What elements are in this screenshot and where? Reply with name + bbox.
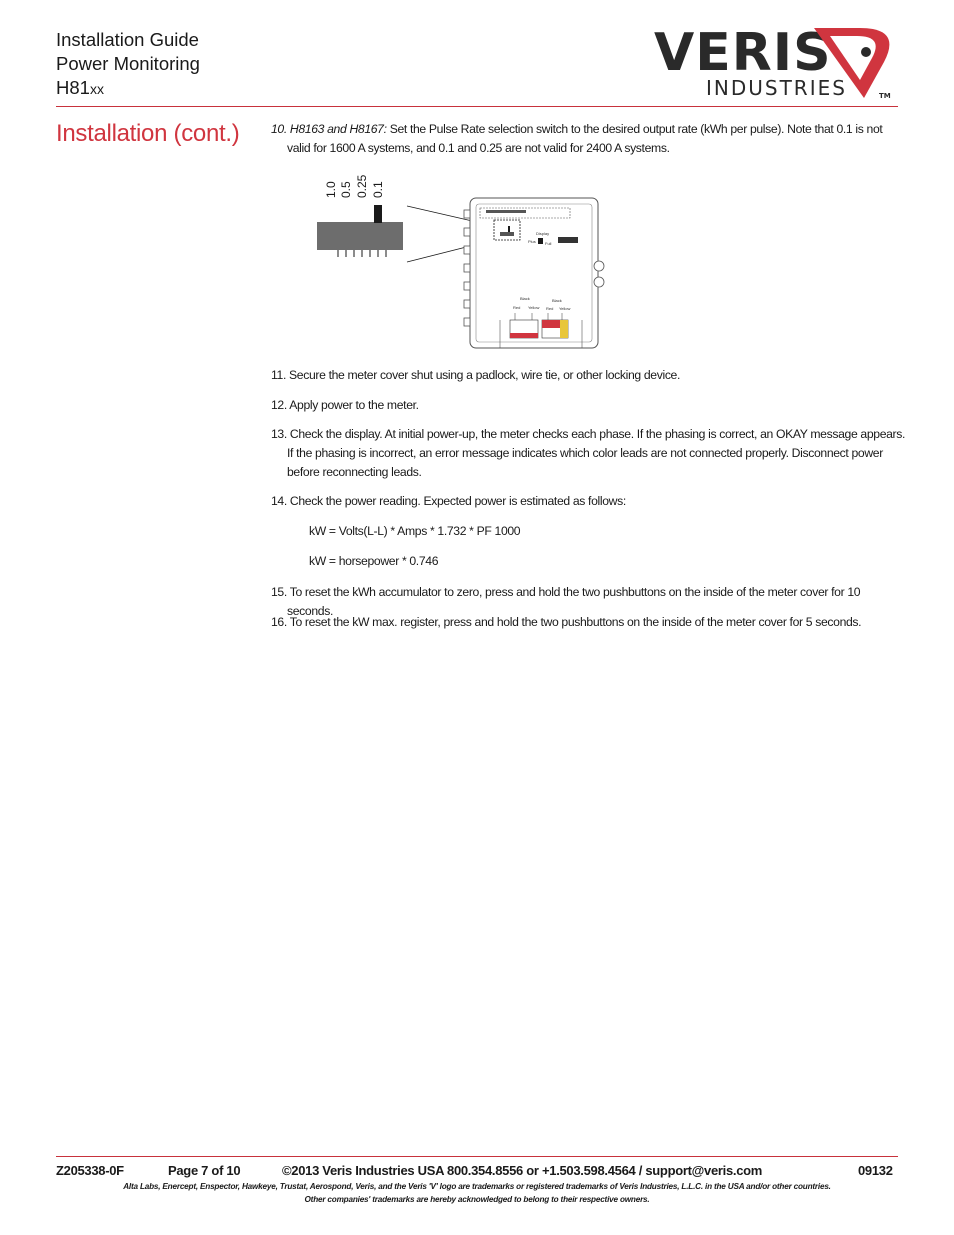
step-11: 11. Secure the meter cover shut using a padlock, wire tie, or other locking device. xyxy=(271,368,681,382)
section-title: Installation (cont.) xyxy=(56,120,240,147)
step-10-lead: 10. H8163 and H8167: xyxy=(271,122,387,136)
footer-trademark-1: Alta Labs, Enercept, Enspector, Hawkeye, Trustat, Aerospond, Veris, and the Veris 'V' logo are trademarks or registered trademarks of Veris Industries, L.L.C. in the USA and/or other countries. xyxy=(123,1182,831,1191)
yellow-label-left: Yellow xyxy=(528,305,540,310)
header-guide-title: Installation Guide xyxy=(56,29,199,50)
switch-label-0-1: 0.1 xyxy=(371,181,385,198)
switch-pins xyxy=(338,250,386,257)
footer-trademark-2: Other companies' trademarks are hereby acknowledged to belong to their respective owners. xyxy=(304,1195,650,1204)
red-label-right: Red xyxy=(546,306,554,311)
footer-page-number: Page 7 of 10 xyxy=(168,1163,241,1178)
switch-lever xyxy=(374,205,382,223)
logo-subtext: INDUSTRIES xyxy=(706,76,847,100)
logo-wordmark: VERIS xyxy=(654,23,832,83)
plus-label: Plus xyxy=(528,239,536,244)
step-16: 16. To reset the kW max. register, press and hold the two pushbuttons on the inside of the meter cover for 5 seconds. xyxy=(271,615,862,629)
header-product-line: Power Monitoring xyxy=(56,53,200,74)
red-label-left: Red xyxy=(513,305,521,310)
footer-rule xyxy=(56,1156,898,1157)
model-main: H81 xyxy=(56,77,90,98)
model-suffix: xx xyxy=(89,81,104,97)
footer-date-code: 09132 xyxy=(858,1163,893,1178)
formula-volts: kW = Volts(L-L) * Amps * 1.732 * PF 1000 xyxy=(309,524,521,538)
full-label: Full xyxy=(545,241,552,246)
logo-tm: TM xyxy=(879,92,891,100)
switch-body xyxy=(317,222,403,250)
black-label-left: Black xyxy=(520,296,530,301)
formula-horsepower: kW = horsepower * 0.746 xyxy=(309,554,439,568)
step-10 xyxy=(271,120,907,158)
footer-doc-number: Z205338-0F xyxy=(56,1163,124,1178)
yellow-label-right: Yellow xyxy=(559,306,571,311)
switch-label-1-0: 1.0 xyxy=(324,181,338,198)
header-model xyxy=(56,76,200,101)
black-label-right: Black xyxy=(552,298,562,303)
header-rule xyxy=(56,106,898,107)
footer-contact: ©2013 Veris Industries USA 800.354.8556 or +1.503.598.4564 / support@veris.com xyxy=(282,1163,763,1178)
switch-label-0-5: 0.5 xyxy=(339,181,353,198)
step-13: 13. Check the display. At initial power-up, the meter checks each phase. If the phasing is correct, an OKAY message appears. If the phasing is incorrect, an error message indicates which color leads are not connected properly. Disconnect power before reconnecting leads. xyxy=(271,427,906,479)
veris-logo xyxy=(652,22,900,102)
document-header xyxy=(56,28,200,101)
step-10-text: Set the Pulse Rate selection switch to the desired output rate (kWh per pulse). Note that 0.1 is not valid for 1600 A systems, and 0.1 and 0.25 are not valid for 2400 A systems. xyxy=(287,122,883,155)
step-14: 14. Check the power reading. Expected power is estimated as follows: xyxy=(271,494,626,508)
pulse-rate-switch-diagram xyxy=(310,170,610,355)
switch-label-0-25: 0.25 xyxy=(355,174,369,198)
switch-labels xyxy=(324,174,385,198)
step-15: 15. To reset the kWh accumulator to zero, press and hold the two pushbuttons on the inside of the meter cover for 10 seconds. xyxy=(271,585,861,618)
step-12: 12. Apply power to the meter. xyxy=(271,398,419,412)
display-label: Display xyxy=(536,231,550,236)
